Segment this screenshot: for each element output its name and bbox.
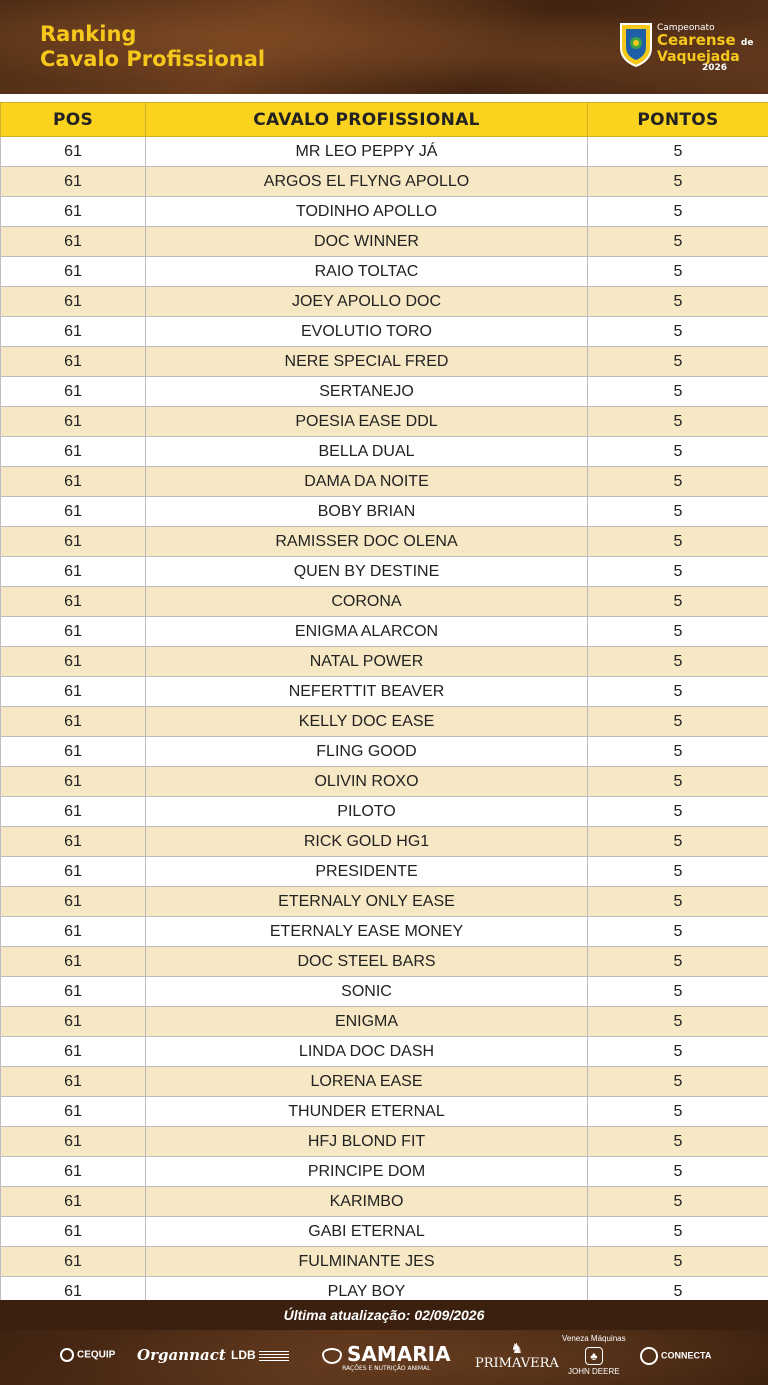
points-cell: 5 [588,287,768,317]
horse-name-cell: MR LEO PEPPY JÁ [146,137,588,167]
points-cell: 5 [588,647,768,677]
page-header [0,0,768,94]
table-row [1,977,768,1007]
pos-cell: 61 [1,1037,146,1067]
championship-logo [619,18,754,78]
horse-name-cell: ETERNALY ONLY EASE [146,887,588,917]
sponsor-samaria [322,1342,451,1372]
pos-cell: 61 [1,1217,146,1247]
points-cell: 5 [588,977,768,1007]
title-line-ranking: Ranking [40,22,137,46]
table-row [1,947,768,977]
horse-icon: ♞ [510,1341,524,1357]
table-row [1,437,768,467]
column-header-points: PONTOS [588,103,768,137]
pos-cell: 61 [1,1247,146,1277]
points-cell: 5 [588,1217,768,1247]
sponsor-ldb-label: LDB [231,1348,256,1362]
points-cell: 5 [588,527,768,557]
horse-name-cell: BELLA DUAL [146,437,588,467]
horse-name-cell: JOEY APOLLO DOC [146,287,588,317]
pos-cell: 61 [1,347,146,377]
horse-name-cell: DOC STEEL BARS [146,947,588,977]
points-cell: 5 [588,677,768,707]
sponsor-veneza-label: Veneza Máquinas [562,1334,626,1343]
points-cell: 5 [588,167,768,197]
pos-cell: 61 [1,1277,146,1307]
pos-cell: 61 [1,407,146,437]
table-row [1,1037,768,1067]
points-cell: 5 [588,497,768,527]
sponsor-cequip [60,1348,115,1362]
table-row [1,917,768,947]
horse-name-cell: OLIVIN ROXO [146,767,588,797]
horse-name-cell: ENIGMA [146,1007,588,1037]
sponsor-john-deere-label: JOHN DEERE [568,1367,620,1376]
table-row [1,257,768,287]
pos-cell: 61 [1,197,146,227]
horse-name-cell: KELLY DOC EASE [146,707,588,737]
points-cell: 5 [588,317,768,347]
pos-cell: 61 [1,1127,146,1157]
table-row [1,137,768,167]
pos-cell: 61 [1,1157,146,1187]
table-row [1,287,768,317]
pos-cell: 61 [1,887,146,917]
last-update-text: Última atualização: 02/09/2026 [0,1300,768,1330]
horse-name-cell: NEFERTTIT BEAVER [146,677,588,707]
horse-name-cell: DOC WINNER [146,227,588,257]
horse-name-cell: NATAL POWER [146,647,588,677]
points-cell: 5 [588,917,768,947]
pos-cell: 61 [1,1067,146,1097]
table-row [1,467,768,497]
horse-name-cell: POESIA EASE DDL [146,407,588,437]
sponsor-ldb [231,1348,289,1362]
ranking-table [0,102,768,1307]
table-row [1,377,768,407]
pos-cell: 61 [1,917,146,947]
pos-cell: 61 [1,857,146,887]
table-row [1,827,768,857]
sponsor-connecta [640,1347,711,1365]
table-header-row [1,103,768,137]
table-row [1,1187,768,1217]
horse-name-cell: FLING GOOD [146,737,588,767]
shield-icon [619,20,653,68]
points-cell: 5 [588,737,768,767]
pos-cell: 61 [1,707,146,737]
horse-name-cell: THUNDER ETERNAL [146,1097,588,1127]
sponsor-organnact: Organnact [137,1346,226,1364]
points-cell: 5 [588,827,768,857]
logo-vaquejada: Vaquejada [657,49,740,65]
horse-name-cell: PILOTO [146,797,588,827]
sponsor-connecta-label: CONNECTA [661,1350,712,1361]
pos-cell: 61 [1,527,146,557]
pos-cell: 61 [1,647,146,677]
table-row [1,767,768,797]
table-row [1,1217,768,1247]
pos-cell: 61 [1,767,146,797]
table-row [1,347,768,377]
samaria-logo-icon [322,1348,342,1364]
table-row [1,1247,768,1277]
page-title [40,22,265,72]
points-cell: 5 [588,1187,768,1217]
title-line-category: Cavalo Profissional [40,47,266,71]
table-row [1,227,768,257]
horse-name-cell: GABI ETERNAL [146,1217,588,1247]
table-row [1,1097,768,1127]
points-cell: 5 [588,1067,768,1097]
horse-name-cell: PLAY BOY [146,1277,588,1307]
pos-cell: 61 [1,617,146,647]
pos-cell: 61 [1,257,146,287]
pos-cell: 61 [1,677,146,707]
table-row [1,1157,768,1187]
pos-cell: 61 [1,587,146,617]
points-cell: 5 [588,1247,768,1277]
sponsor-primavera-label: PRIMAVERA [475,1356,559,1371]
logo-year: 2026 [701,63,727,73]
table-row [1,887,768,917]
pos-cell: 61 [1,797,146,827]
points-cell: 5 [588,257,768,287]
horse-name-cell: ENIGMA ALARCON [146,617,588,647]
horse-name-cell: TODINHO APOLLO [146,197,588,227]
pos-cell: 61 [1,167,146,197]
horse-name-cell: QUEN BY DESTINE [146,557,588,587]
horse-name-cell: RAIO TOLTAC [146,257,588,287]
pos-cell: 61 [1,977,146,1007]
horse-name-cell: LINDA DOC DASH [146,1037,588,1067]
sponsor-bar [0,1334,768,1384]
logo-text [657,24,757,73]
table-row [1,407,768,437]
points-cell: 5 [588,797,768,827]
pos-cell: 61 [1,437,146,467]
points-cell: 5 [588,467,768,497]
points-cell: 5 [588,587,768,617]
horse-name-cell: ETERNALY EASE MONEY [146,917,588,947]
horse-name-cell: RICK GOLD HG1 [146,827,588,857]
horse-name-cell: CORONA [146,587,588,617]
horse-name-cell: DAMA DA NOITE [146,467,588,497]
pos-cell: 61 [1,377,146,407]
table-row [1,617,768,647]
connecta-logo-icon [640,1347,658,1365]
sponsor-cequip-label: CEQUIP [77,1349,116,1361]
cequip-logo-icon [60,1348,74,1362]
horse-name-cell: RAMISSER DOC OLENA [146,527,588,557]
points-cell: 5 [588,617,768,647]
points-cell: 5 [588,1127,768,1157]
logo-cearense [657,33,757,48]
table-row [1,797,768,827]
logo-de: de [740,38,754,48]
points-cell: 5 [588,857,768,887]
points-cell: 5 [588,707,768,737]
ldb-stripes-icon [259,1351,289,1361]
points-cell: 5 [588,137,768,167]
table-row [1,527,768,557]
pos-cell: 61 [1,737,146,767]
table-row [1,167,768,197]
pos-cell: 61 [1,1007,146,1037]
sponsor-samaria-label: SAMARIA [347,1342,451,1366]
logo-campeonato: Campeonato [657,23,715,33]
points-cell: 5 [588,1277,768,1307]
pos-cell: 61 [1,827,146,857]
pos-cell: 61 [1,1097,146,1127]
column-header-horse: CAVALO PROFISSIONAL [146,103,588,137]
horse-name-cell: KARIMBO [146,1187,588,1217]
table-row [1,587,768,617]
points-cell: 5 [588,767,768,797]
column-header-pos: POS [1,103,146,137]
pos-cell: 61 [1,1187,146,1217]
horse-name-cell: PRINCIPE DOM [146,1157,588,1187]
horse-name-cell: FULMINANTE JES [146,1247,588,1277]
sponsor-veneza [562,1334,626,1376]
points-cell: 5 [588,557,768,587]
horse-name-cell: PRESIDENTE [146,857,588,887]
points-cell: 5 [588,347,768,377]
pos-cell: 61 [1,467,146,497]
points-cell: 5 [588,947,768,977]
horse-name-cell: LORENA EASE [146,1067,588,1097]
table-row [1,677,768,707]
points-cell: 5 [588,437,768,467]
table-row [1,557,768,587]
table-row [1,197,768,227]
horse-name-cell: SERTANEJO [146,377,588,407]
horse-name-cell: EVOLUTIO TORO [146,317,588,347]
logo-cearense-word: Cearense [657,31,736,49]
pos-cell: 61 [1,557,146,587]
points-cell: 5 [588,1097,768,1127]
table-body [1,137,768,1307]
points-cell: 5 [588,377,768,407]
table-row [1,1007,768,1037]
table-row [1,707,768,737]
pos-cell: 61 [1,497,146,527]
horse-name-cell: NERE SPECIAL FRED [146,347,588,377]
sponsor-samaria-sub: RAÇÕES E NUTRIÇÃO ANIMAL [342,1365,431,1372]
table-row [1,317,768,347]
table-row [1,497,768,527]
pos-cell: 61 [1,287,146,317]
horse-name-cell: SONIC [146,977,588,1007]
points-cell: 5 [588,887,768,917]
pos-cell: 61 [1,227,146,257]
table-row [1,1127,768,1157]
points-cell: 5 [588,197,768,227]
horse-name-cell: HFJ BLOND FIT [146,1127,588,1157]
points-cell: 5 [588,1037,768,1067]
points-cell: 5 [588,407,768,437]
points-cell: 5 [588,1007,768,1037]
table-row [1,737,768,767]
table-row [1,857,768,887]
table-row [1,647,768,677]
points-cell: 5 [588,227,768,257]
page-footer [0,1300,768,1385]
horse-name-cell: ARGOS EL FLYNG APOLLO [146,167,588,197]
pos-cell: 61 [1,947,146,977]
table-row [1,1067,768,1097]
pos-cell: 61 [1,137,146,167]
deer-icon: ♣ [585,1347,603,1365]
horse-name-cell: BOBY BRIAN [146,497,588,527]
sponsor-primavera [475,1342,559,1371]
pos-cell: 61 [1,317,146,347]
points-cell: 5 [588,1157,768,1187]
